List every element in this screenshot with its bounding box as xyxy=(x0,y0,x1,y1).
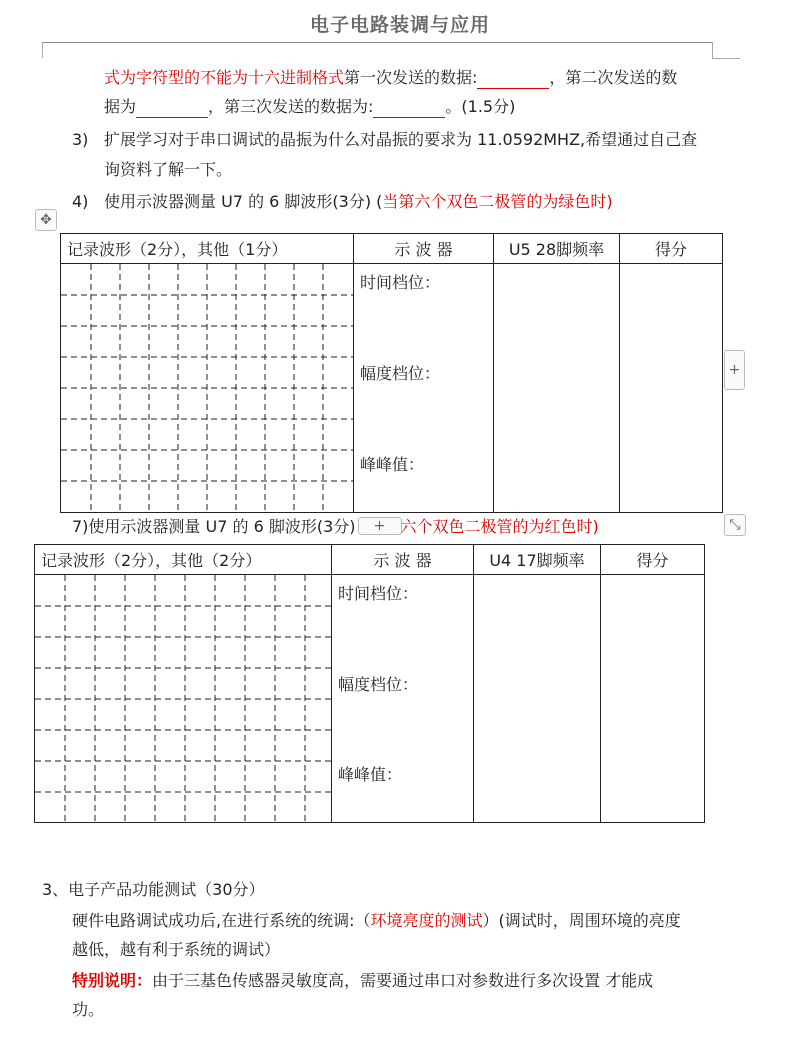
third-send-blank[interactable] xyxy=(373,97,445,118)
special-note-label: 特别说明： xyxy=(72,971,153,990)
first-send-label: 第一次发送的数据: xyxy=(344,68,478,87)
header-rule xyxy=(42,42,712,43)
item7-instruction: 7)使用示波器测量 U7 的 6 脚波形(3分) xyxy=(72,517,356,536)
item4-number: 4) xyxy=(72,192,89,211)
t2-header-waveform: 记录波形（2分），其他（2分） xyxy=(35,545,332,575)
crop-mark-left xyxy=(42,42,43,58)
add-row-icon[interactable]: + xyxy=(358,517,402,535)
section3-note xyxy=(72,971,653,991)
t1-amplitude-label: 幅度档位： xyxy=(360,364,441,383)
t2-frequency-cell[interactable] xyxy=(474,575,601,823)
intro-line-2 xyxy=(104,97,515,118)
t1-time-base-label: 时间档位： xyxy=(360,273,441,292)
section3-line-1-b: ）(调试时，周围环境的亮度 xyxy=(482,911,681,930)
t2-waveform-grid xyxy=(35,575,332,822)
t2-waveform-grid-cell[interactable] xyxy=(35,575,332,823)
crop-mark-right-h xyxy=(712,58,740,59)
t1-frequency-cell[interactable] xyxy=(494,264,620,513)
t2-amplitude-label: 幅度档位： xyxy=(338,675,419,694)
third-send-label: ，第三次发送的数据为: xyxy=(208,97,374,116)
item3-line-2: 询资料了解一下。 xyxy=(104,160,233,179)
waveform-table-1 xyxy=(60,233,723,513)
item3-line-1: 扩展学习对于串口调试的晶振为什么对晶振的要求为 11.0592MHZ,希望通过自己查 xyxy=(104,130,698,149)
waveform-table-2 xyxy=(34,544,705,823)
t1-header-frequency: U5 28脚频率 xyxy=(494,234,620,264)
t2-header-scope: 示 波 器 xyxy=(332,545,474,575)
section3-note-cont: 功。 xyxy=(72,1000,105,1019)
intro-line-1 xyxy=(104,68,677,89)
crop-mark-right xyxy=(712,42,713,58)
item4-instruction: 使用示波器测量 U7 的 6 脚波形(3分) ( xyxy=(104,192,383,211)
add-column-icon[interactable]: + xyxy=(724,350,745,390)
section3-test-name: 环境亮度的测试 xyxy=(370,911,483,930)
score-note: 。(1.5分) xyxy=(445,97,516,116)
second-send-label: ，第二次发送的数 xyxy=(549,68,678,87)
item3-number: 3) xyxy=(72,130,89,149)
item4-condition: 当第六个双色二极管的为绿色时) xyxy=(382,192,613,211)
t1-header-waveform: 记录波形（2分），其他（1分） xyxy=(61,234,354,264)
item4-text xyxy=(104,192,613,212)
t1-waveform-grid-cell[interactable] xyxy=(61,264,354,513)
t1-header-scope: 示 波 器 xyxy=(354,234,494,264)
first-send-blank[interactable] xyxy=(477,68,549,89)
section3-line-2: 越低，越有利于系统的调试） xyxy=(72,940,281,959)
section3-line-1-a: 硬件电路调试成功后,在进行系统的统调:（ xyxy=(72,911,371,930)
t1-score-cell[interactable] xyxy=(620,264,723,513)
t1-peak-to-peak-label: 峰峰值： xyxy=(360,455,425,474)
item7-text xyxy=(72,517,599,537)
format-warning: 式为字符型的不能为十六进制格式 xyxy=(104,68,345,87)
t2-header-score: 得分 xyxy=(601,545,705,575)
t2-scope-cell xyxy=(332,575,474,823)
section3-line-1 xyxy=(72,911,681,931)
page-header-title: 电子电路装调与应用 xyxy=(309,14,490,36)
t1-header-score: 得分 xyxy=(620,234,723,264)
t2-header-frequency: U4 17脚频率 xyxy=(474,545,601,575)
t2-score-cell[interactable] xyxy=(601,575,705,823)
special-note-text: 由于三基色传感器灵敏度高，需要通过串口对参数进行多次设置 才能成 xyxy=(152,971,654,990)
second-send-blank[interactable] xyxy=(136,97,208,118)
item7-condition: 六个双色二极管的为红色时) xyxy=(400,517,599,536)
section3-title: 3、电子产品功能测试（30分） xyxy=(42,880,265,899)
t2-time-base-label: 时间档位： xyxy=(338,584,419,603)
second-send-label-cont: 据为 xyxy=(104,97,137,116)
table-resize-icon[interactable]: ⤡ xyxy=(724,514,746,536)
t1-scope-cell xyxy=(354,264,494,513)
t1-waveform-grid xyxy=(61,264,354,512)
table-move-icon[interactable]: ✥ xyxy=(35,209,57,231)
t2-peak-to-peak-label: 峰峰值： xyxy=(338,765,403,784)
